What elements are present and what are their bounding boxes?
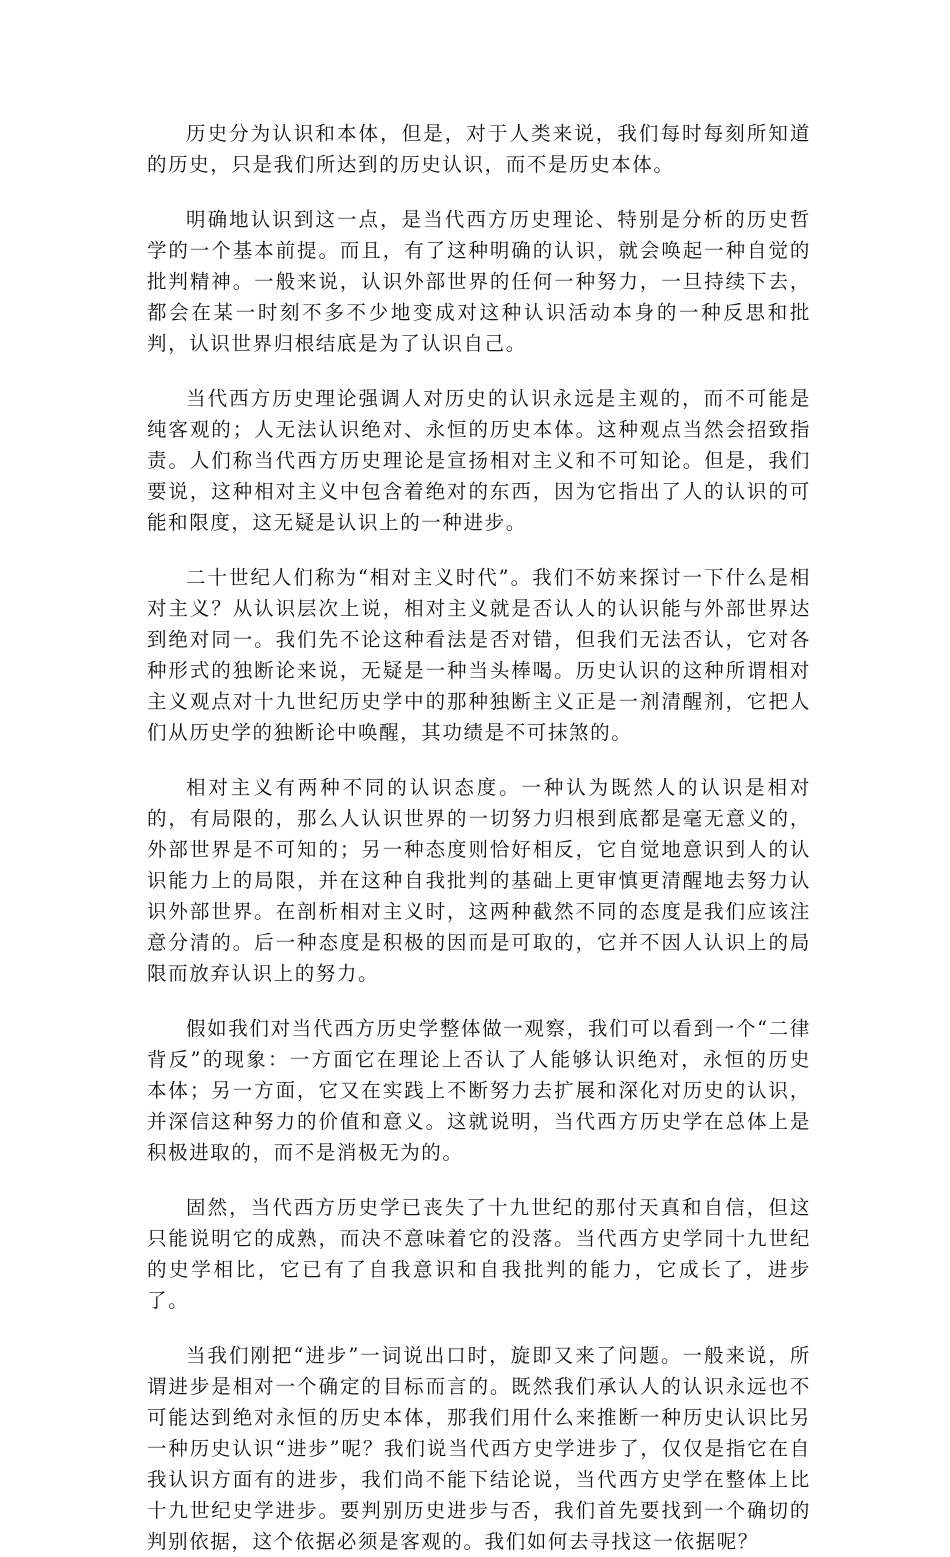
paragraph-3: 当代西方历史理论强调人对历史的认识永远是主观的，而不可能是纯客观的；人无法认识绝对、永恒的历史本体。这种观点当然会招致指责。人们称当代西方历史理论是宣扬相对主义和不可知论。但是，我们要说，这种相对主义中包含着绝对的东西，因为它指出了人的认识的可能和限度，这无疑是认识上的一种进步。 xyxy=(147,387,811,534)
paragraph-2: 明确地认识到这一点，是当代西方历史理论、特别是分析的历史哲学的一个基本前提。而且，有了这种明确的认识，就会唤起一种自觉的批判精神。一般来说，认识外部世界的任何一种努力，一旦持续下去，都会在某一时刻不多不少地变成对这种认识活动本身的一种反思和批判，认识世界归根结底是为了认识自己。 xyxy=(147,208,811,355)
paragraph-6: 假如我们对当代西方历史学整体做一观察，我们可以看到一个“二律背反”的现象：一方面它在理论上否认了人能够认识绝对，永恒的历史本体；另一方面，它又在实践上不断努力去扩展和深化对历史的认识，并深信这种努力的价值和意义。这就说明，当代西方历史学在总体上是积极进取的，而不是消极无为的。 xyxy=(147,1017,811,1164)
paragraph-5: 相对主义有两种不同的认识态度。一种认为既然人的认识是相对的，有局限的，那么人认识世界的一切努力归根到底都是毫无意义的，外部世界是不可知的；另一种态度则恰好相反，它自觉地意识到人的认识能力上的局限，并在这种自我批判的基础上更审慎更清醒地去努力认识外部世界。在剖析相对主义时，这两种截然不同的态度是我们应该注意分清的。后一种态度是积极的因而是可取的，它并不因人认识上的局限而放弃认识上的努力。 xyxy=(147,776,811,985)
document-page xyxy=(147,118,811,1557)
paragraph-8: 当我们刚把“进步”一词说出口时，旋即又来了问题。一般来说，所谓进步是相对一个确定的目标而言的。既然我们承认人的认识永远也不可能达到绝对永恒的历史本体，那我们用什么来推断一种历史认识比另一种历史认识“进步”呢？我们说当代西方史学进步了，仅仅是指它在自我认识方面有的进步，我们尚不能下结论说，当代西方史学在整体上比十九世纪史学进步。要判别历史进步与否，我们首先要找到一个确切的判别依据，这个依据必须是客观的。我们如何去寻找这一依据呢？ xyxy=(147,1344,811,1553)
paragraph-1: 历史分为认识和本体，但是，对于人类来说，我们每时每刻所知道的历史，只是我们所达到的历史认识，而不是历史本体。 xyxy=(147,122,811,176)
paragraph-7: 固然，当代西方历史学已丧失了十九世纪的那付天真和自信，但这只能说明它的成熟，而决不意味着它的没落。当代西方史学同十九世纪的史学相比，它已有了自我意识和自我批判的能力，它成长了，进步了。 xyxy=(147,1196,811,1312)
paragraph-4: 二十世纪人们称为“相对主义时代”。我们不妨来探讨一下什么是相对主义？从认识层次上说，相对主义就是否认人的认识能与外部世界达到绝对同一。我们先不论这种看法是否对错，但我们无法否认，它对各种形式的独断论来说，无疑是一种当头棒喝。历史认识的这种所谓相对主义观点对十九世纪历史学中的那种独断主义正是一剂清醒剂，它把人们从历史学的独断论中唤醒，其功绩是不可抹煞的。 xyxy=(147,566,811,744)
